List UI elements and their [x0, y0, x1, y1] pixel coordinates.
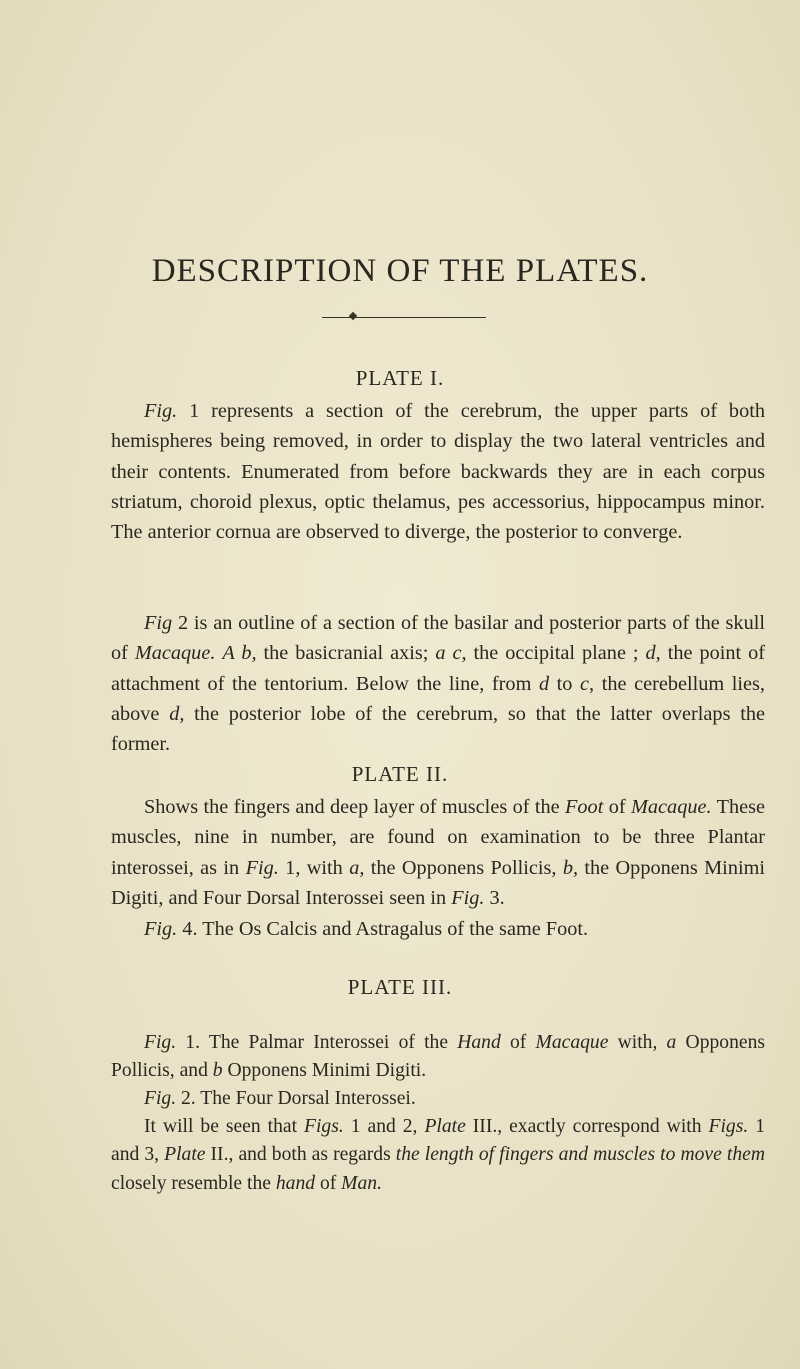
italic-text: a [666, 1032, 677, 1053]
italic-text: Plate [164, 1144, 206, 1166]
italic-text: Fig. [144, 1032, 177, 1053]
italic-text: the length of fingers and muscles to move them [395, 1144, 765, 1166]
italic-text: c, [580, 672, 595, 695]
italic-text: b, [562, 856, 579, 879]
plate-2-paragraph-1: Shows the fingers and deep layer of muscles of the Foot of Macaque. These muscles, nine in number, are found on examination to be three Plantar interossei, as in Fig. 1, with a, the Opponens Pollicis, b, the Opponens Minimi Digiti, and Four Dorsal Interossei seen in Fig. 3. [111, 796, 766, 909]
italic-text: d, [645, 642, 661, 665]
italic-text: Fig. [245, 856, 279, 879]
plate-3-heading: PLATE III. [347, 975, 453, 999]
plate-2-heading: PLATE II. [351, 762, 449, 786]
plate-1-paragraph-2: Fig 2 is an outline of a section of the basilar and posterior parts of the skull of Macaque. A b, the basicranial axis; a c, the occipital plane ; d, the point of attachment of the tentorium. Below the line, from d to c, the cerebellum lies, above d, the posterior lobe of the cerebrum, so that the latter overlaps the former. [111, 612, 765, 756]
plate-1-heading: PLATE I. [355, 366, 445, 390]
italic-text: Fig [144, 612, 173, 634]
italic-text: Man. [341, 1172, 382, 1194]
italic-text: Macaque [535, 1032, 609, 1053]
italic-text: d [538, 672, 550, 695]
italic-text: Macaque. [631, 796, 712, 818]
italic-text: Plate [424, 1116, 466, 1137]
plate-3-paragraph-2: Fig. 2. The Four Dorsal Interossei. [144, 1088, 416, 1109]
italic-text: a, [349, 856, 365, 879]
italic-text: Figs. [304, 1116, 344, 1137]
italic-text: Macaque. [134, 642, 216, 665]
divider-ornament [349, 312, 357, 320]
plate-3-paragraph-3: It will be seen that Figs. 1 and 2, Plate III., exactly correspond with Figs. 1 and 3, Plate II., and both as regards the length of fingers and muscles to move them closely resemble the hand of Man. [111, 1116, 766, 1194]
italic-text: b [212, 1060, 223, 1082]
italic-text: a c, [435, 642, 467, 665]
italic-text: d, [169, 702, 185, 725]
italic-text: Figs. [708, 1116, 749, 1137]
plate-3-paragraph-1: Fig. 1. The Palmar Interossei of the Hand of Macaque with, a Opponens Pollicis, and b Opponens Minimi Digiti. [111, 1032, 765, 1082]
plate-1-paragraph-1: Fig. 1 represents a section of the cerebrum, the upper parts of both hemispheres being removed, in order to display the two lateral ventricles and their contents. Enumerated from before backwards they are in each corpus striatum, choroid plexus, optic thelamus, pes accessorius, hippocampus minor. The anterior cornua are observed to diverge, the posterior to converge. [111, 400, 765, 544]
italic-text: Fig. [144, 1088, 177, 1109]
italic-text: Fig. [144, 918, 178, 940]
italic-text: Hand [457, 1032, 501, 1053]
italic-text: Fig. [451, 886, 485, 909]
title-divider [322, 317, 486, 318]
page-title: DESCRIPTION OF THE PLATES. [151, 253, 649, 289]
italic-text: hand [275, 1172, 316, 1194]
italic-text: Fig. [144, 400, 178, 422]
italic-text: A b, [222, 642, 257, 665]
italic-text: Foot [565, 796, 604, 818]
plate-2-paragraph-2: Fig. 4. The Os Calcis and Astragalus of the same Foot. [144, 918, 589, 940]
